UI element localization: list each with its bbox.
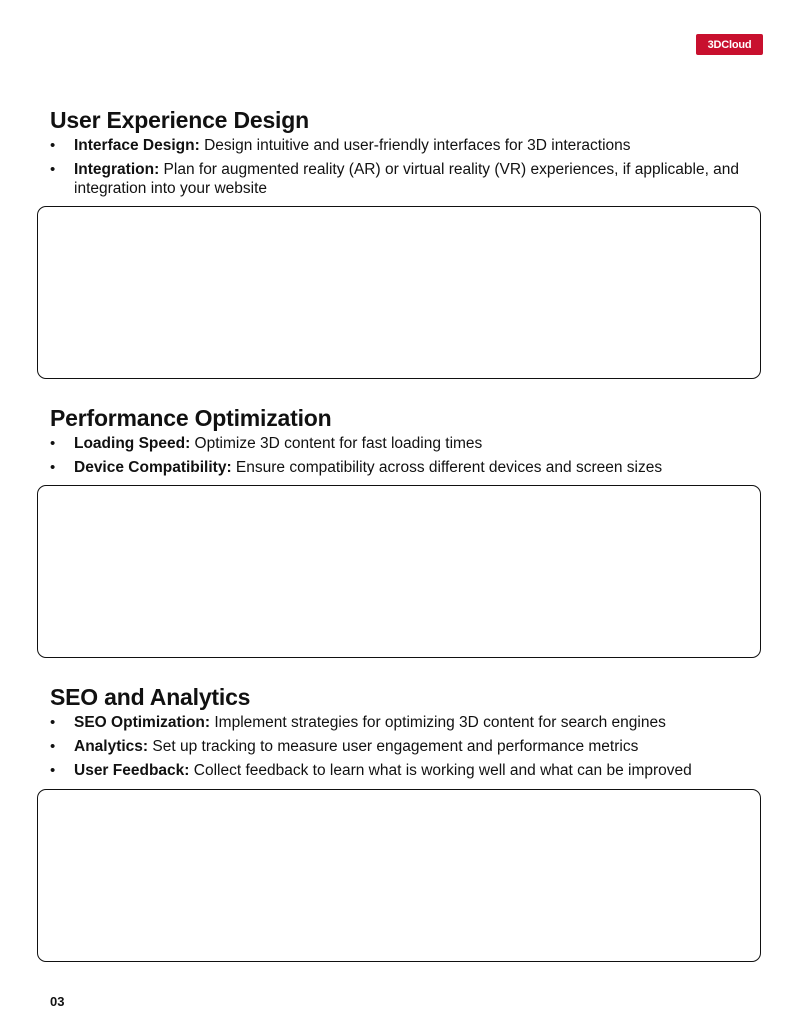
section-title: User Experience Design bbox=[50, 107, 309, 133]
section-title: SEO and Analytics bbox=[50, 684, 251, 710]
item-text: Implement strategies for optimizing 3D content for search engines bbox=[210, 714, 666, 731]
list-item bbox=[50, 761, 760, 780]
section-seo-and-analytics bbox=[50, 683, 760, 785]
item-label: Loading Speed: bbox=[74, 435, 191, 452]
notes-box-user-experience[interactable] bbox=[37, 206, 761, 379]
item-text: Ensure compatibility across different devices and screen sizes bbox=[231, 459, 663, 476]
list-item bbox=[50, 136, 760, 155]
item-label: Interface Design: bbox=[74, 137, 200, 154]
item-text: Set up tracking to measure user engagement and performance metrics bbox=[148, 738, 639, 755]
bullet-list bbox=[50, 713, 760, 780]
bullet-list bbox=[50, 434, 760, 477]
item-label: Analytics: bbox=[74, 738, 149, 755]
list-item bbox=[50, 434, 760, 453]
item-text: Collect feedback to learn what is working well and what can be improved bbox=[189, 762, 692, 779]
list-item bbox=[50, 160, 760, 198]
notes-box-performance[interactable] bbox=[37, 485, 761, 658]
item-label: Integration: bbox=[74, 161, 160, 178]
section-title: Performance Optimization bbox=[50, 405, 332, 431]
list-item bbox=[50, 737, 760, 756]
page-number: 03 bbox=[50, 994, 65, 1009]
section-performance-optimization bbox=[50, 404, 760, 482]
bullet-list bbox=[50, 136, 760, 198]
section-user-experience-design bbox=[50, 106, 760, 203]
list-item bbox=[50, 458, 760, 477]
item-text: Plan for augmented reality (AR) or virtual reality (VR) experiences, if applicable, and integration into your website bbox=[74, 161, 740, 197]
notes-box-seo-analytics[interactable] bbox=[37, 789, 761, 962]
item-text: Optimize 3D content for fast loading times bbox=[190, 435, 483, 452]
item-text: Design intuitive and user-friendly interfaces for 3D interactions bbox=[199, 137, 631, 154]
item-label: Device Compatibility: bbox=[74, 459, 232, 476]
brand-logo: 3DCloud bbox=[696, 34, 763, 55]
list-item bbox=[50, 713, 760, 732]
item-label: User Feedback: bbox=[74, 762, 190, 779]
item-label: SEO Optimization: bbox=[74, 714, 211, 731]
